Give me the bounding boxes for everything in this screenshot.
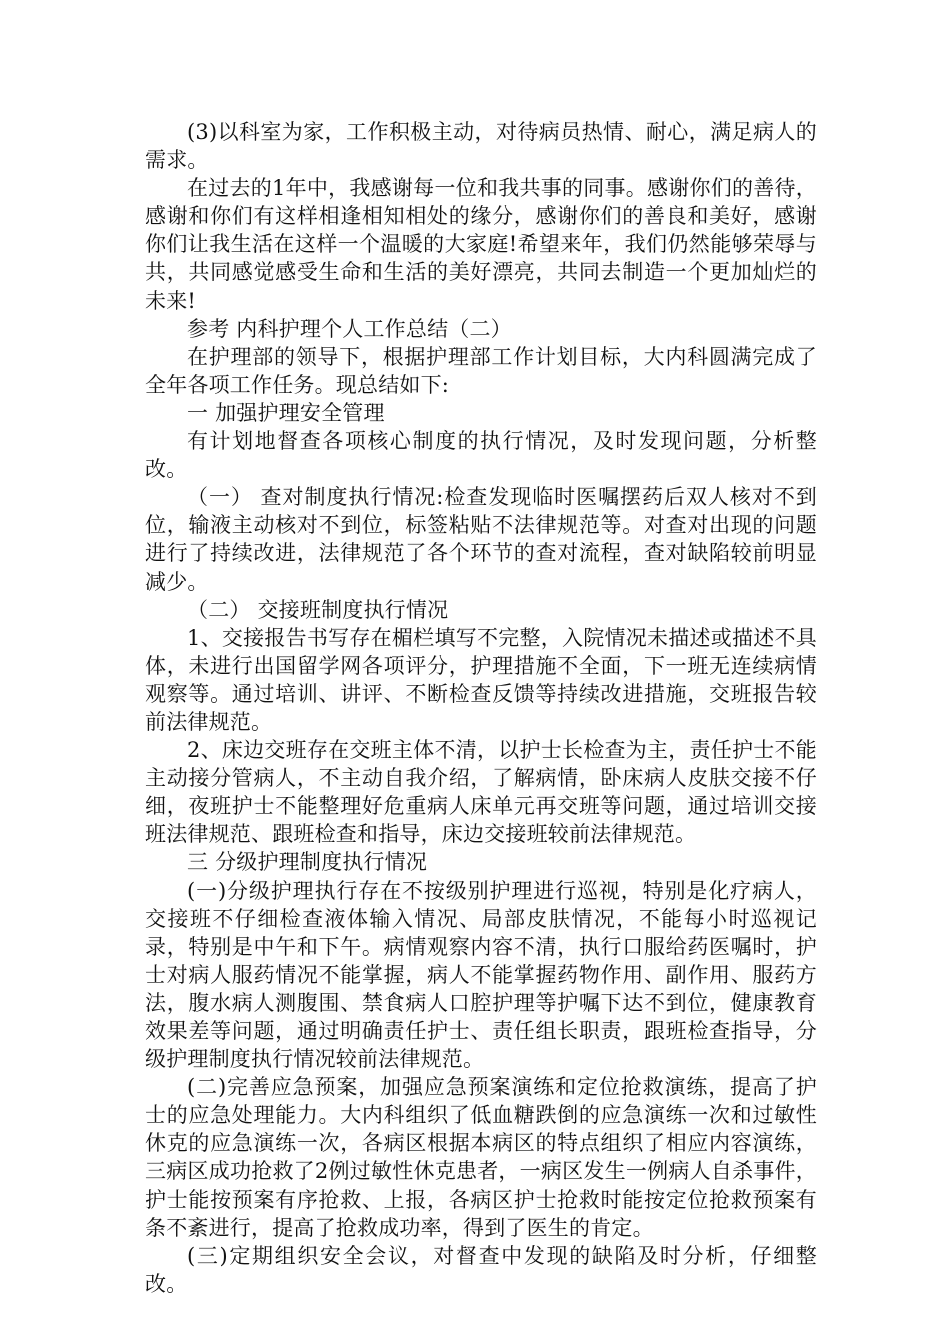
heading-safety-management: 一 加强护理安全管理 bbox=[187, 400, 385, 425]
paragraph-safety-meeting: (三)定期组织安全会议，对督查中发现的缺陷及时分析，仔细整改。 bbox=[145, 1243, 817, 1296]
paragraph-check-system: （一） 查对制度执行情况:检查发现临时医嘱摆药后双人核对不到位，输液主动核对不到位，标签粘贴不法律规范等。对查对出现的问题进行了持续改进，法律规范了各个环节的查对流程，查对缺陷较前明显减少。 bbox=[145, 485, 817, 594]
section-title-summary-2: 参考 内科护理个人工作总结（二） bbox=[187, 316, 512, 341]
paragraph-bedside-handover: 2、床边交班存在交班主体不清，以护士长检查为主，责任护士不能主动接分管病人，不主动自我介绍，了解病情，卧床病人皮肤交接不仔细，夜班护士不能整理好危重病人床单元再交班等问题，通过培训交接班法律规范、跟班检查和指导，床边交接班较前法律规范。 bbox=[145, 738, 817, 847]
paragraph-grading-care-issues: (一)分级护理执行存在不按级别护理进行巡视，特别是化疗病人，交接班不仔细检查液体输入情况、局部皮肤情况，不能每小时巡视记录，特别是中午和下午。病情观察内容不清，执行口服给药医嘱时，护士对病人服药情况不能掌握，病人不能掌握药物作用、副作用、服药方法，腹水病人测腹围、禁食病人口腔护理等护嘱下达不到位，健康教育效果差等问题，通过明确责任护士、责任组长职责，跟班检查指导，分级护理制度执行情况较前法律规范。 bbox=[145, 878, 817, 1072]
paragraph-item-3: (3)以科室为家，工作积极主动，对待病员热情、耐心，满足病人的需求。 bbox=[145, 120, 817, 173]
paragraph-handover-report: 1、交接报告书写存在楣栏填写不完整，入院情况未描述或描述不具体，未进行出国留学网各项评分，护理措施不全面，下一班无连续病情观察等。通过培训、讲评、不断检查反馈等持续改进措施，交班报告较前法律规范。 bbox=[145, 625, 817, 734]
paragraph-supervision: 有计划地督查各项核心制度的执行情况，及时发现问题，分析整改。 bbox=[145, 429, 817, 482]
document-body bbox=[145, 118, 817, 1298]
heading-grading-care: 三 分级护理制度执行情况 bbox=[187, 850, 428, 875]
paragraph-intro: 在护理部的领导下，根据护理部工作计划目标，大内科圆满完成了全年各项工作任务。现总结如下: bbox=[145, 344, 817, 397]
heading-handover-system: （二） 交接班制度执行情况 bbox=[187, 597, 449, 622]
paragraph-thanks: 在过去的1年中，我感谢每一位和我共事的同事。感谢你们的善待，感谢和你们有这样相逢相知相处的缘分，感谢你们的善良和美好，感谢你们让我生活在这样一个温暖的大家庭!希望来年，我们仍然能够荣辱与共，共同感觉感受生命和生活的美好漂亮，共同去制造一个更加灿烂的未来! bbox=[145, 176, 817, 313]
paragraph-emergency-plan: (二)完善应急预案，加强应急预案演练和定位抢救演练，提高了护士的应急处理能力。大内科组织了低血糖跌倒的应急演练一次和过敏性休克的应急演练一次，各病区根据本病区的特点组织了相应内容演练，三病区成功抢救了2例过敏性休克患者，一病区发生一例病人自杀事件，护士能按预案有序抢救、上报，各病区护士抢救时能按定位抢救预案有条不紊进行，提高了抢救成功率，得到了医生的肯定。 bbox=[145, 1075, 817, 1240]
